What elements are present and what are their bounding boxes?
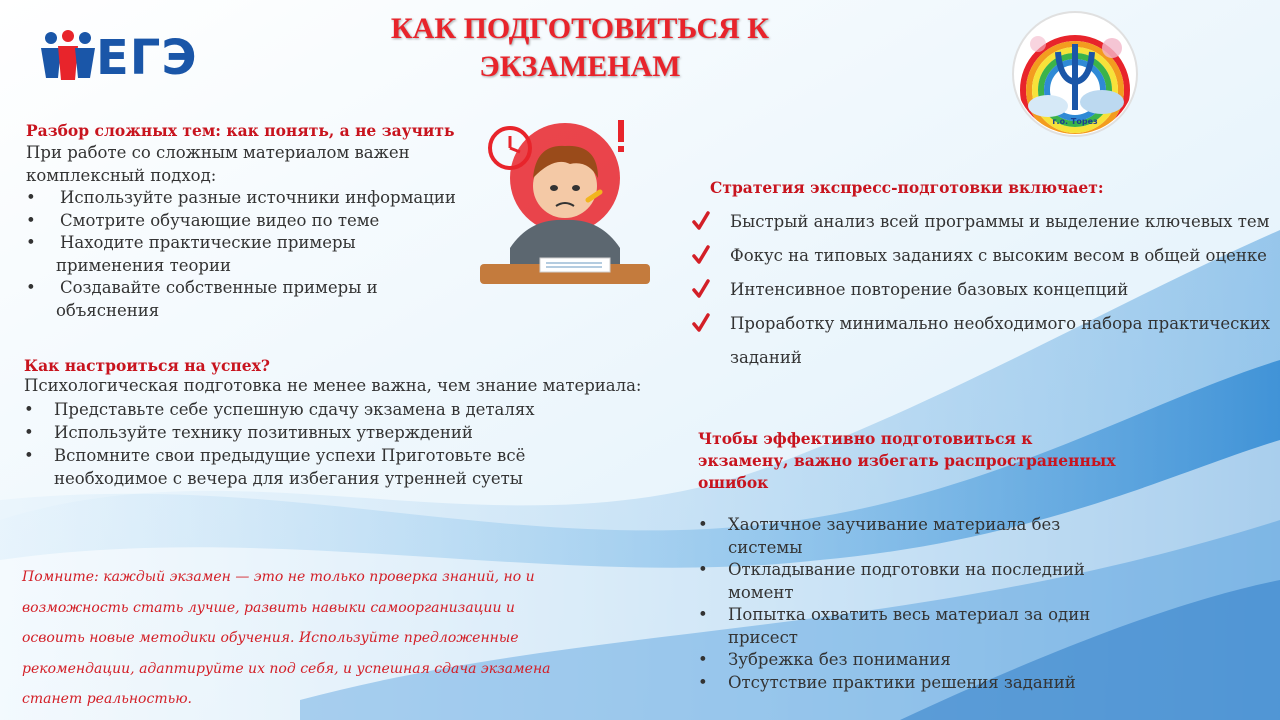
checkmark-icon bbox=[692, 313, 710, 333]
bullet-icon: • bbox=[698, 515, 708, 534]
section-mistakes-list bbox=[698, 514, 1118, 694]
section-complex-intro: При работе со сложным материалом важен комплексный подход: bbox=[26, 143, 410, 185]
list-item: • Смотрите обучающие видео по теме bbox=[26, 210, 466, 233]
section-express-heading: Стратегия экспресс-подготовки включает: bbox=[710, 178, 1104, 197]
section-success-intro: Психологическая подготовка не менее важна, чем знание материала: bbox=[24, 376, 642, 395]
ege-logo bbox=[38, 28, 213, 88]
bullet-icon: • bbox=[24, 445, 34, 465]
list-item: • Находите практические примеры применения теории bbox=[26, 233, 356, 275]
list-item: Интенсивное повторение базовых концепций bbox=[710, 273, 1270, 307]
bullet-icon: • bbox=[698, 560, 708, 579]
checkmark-icon bbox=[692, 279, 710, 299]
bullet-icon: • bbox=[24, 399, 34, 419]
ege-logo-text: ЕГЭ bbox=[96, 30, 198, 86]
bullet-icon: • bbox=[698, 605, 708, 624]
list-item: • Хаотичное заучивание материала без системы bbox=[698, 515, 1061, 557]
section-success-list bbox=[24, 398, 644, 490]
section-complex-heading: Разбор сложных тем: как понять, а не заучить bbox=[26, 121, 455, 140]
section-express-strategy bbox=[710, 177, 1270, 375]
section-complex-topics bbox=[26, 120, 466, 322]
section-complex-list bbox=[26, 187, 466, 322]
bullet-icon: • bbox=[26, 188, 36, 207]
bullet-icon: • bbox=[26, 278, 36, 297]
section-success-heading: Как настроиться на успех? bbox=[24, 356, 270, 375]
people-figures-icon bbox=[38, 28, 98, 88]
section-success bbox=[24, 356, 644, 490]
list-item: • Попытка охватить весь материал за один присест bbox=[698, 605, 1091, 647]
bullet-icon: • bbox=[24, 422, 34, 442]
list-item: • Используйте технику позитивных утверждений bbox=[24, 422, 473, 442]
section-express-list bbox=[710, 205, 1270, 375]
section-common-mistakes bbox=[698, 428, 1118, 694]
list-item: • Зубрежка без понимания bbox=[698, 649, 1118, 672]
list-item: Проработку минимально необходимого набора практических заданий bbox=[710, 307, 1270, 375]
bullet-icon: • bbox=[26, 210, 36, 230]
checkmark-icon bbox=[692, 245, 710, 265]
list-item: • Представьте себе успешную сдачу экзамена в деталях bbox=[24, 399, 535, 419]
bullet-icon: • bbox=[698, 650, 708, 669]
list-item: • Вспомните свои предыдущие успехи Приготовьте всё необходимое с вечера для избегания утренней суеты bbox=[24, 445, 526, 488]
bullet-icon: • bbox=[698, 672, 708, 692]
list-item: • Создавайте собственные примеры и объяснения bbox=[26, 278, 378, 320]
list-item: Быстрый анализ всей программы и выделение ключевых тем bbox=[710, 205, 1270, 239]
emblem-caption: г.о. Торез bbox=[1052, 117, 1098, 126]
closing-note: Помните: каждый экзамен — это не только проверка знаний, но и возможность стать лучше, развить навыки самоорганизации и освоить новые методики обучения. Используйте предложенные рекомендации, адаптируйте их под себя, и успешная сдача экзамена станет реальностью. bbox=[22, 569, 551, 707]
list-item: • Откладывание подготовки на последний момент bbox=[698, 560, 1085, 602]
psi-rainbow-emblem-icon bbox=[1000, 10, 1150, 138]
stressed-student-illustration bbox=[470, 108, 660, 298]
bullet-icon: • bbox=[26, 233, 36, 252]
section-mistakes-heading: Чтобы эффективно подготовиться к экзамену, важно избегать распространенных ошибок bbox=[698, 429, 1116, 492]
checkmark-icon bbox=[692, 211, 710, 231]
list-item: Фокус на типовых заданиях с высоким весом в общей оценке bbox=[710, 239, 1270, 273]
list-item: • Отсутствие практики решения заданий bbox=[698, 672, 1118, 695]
list-item: • Используйте разные источники информации bbox=[26, 187, 466, 210]
page-title: КАК ПОДГОТОВИТЬСЯ К ЭКЗАМЕНАМ bbox=[390, 12, 770, 83]
